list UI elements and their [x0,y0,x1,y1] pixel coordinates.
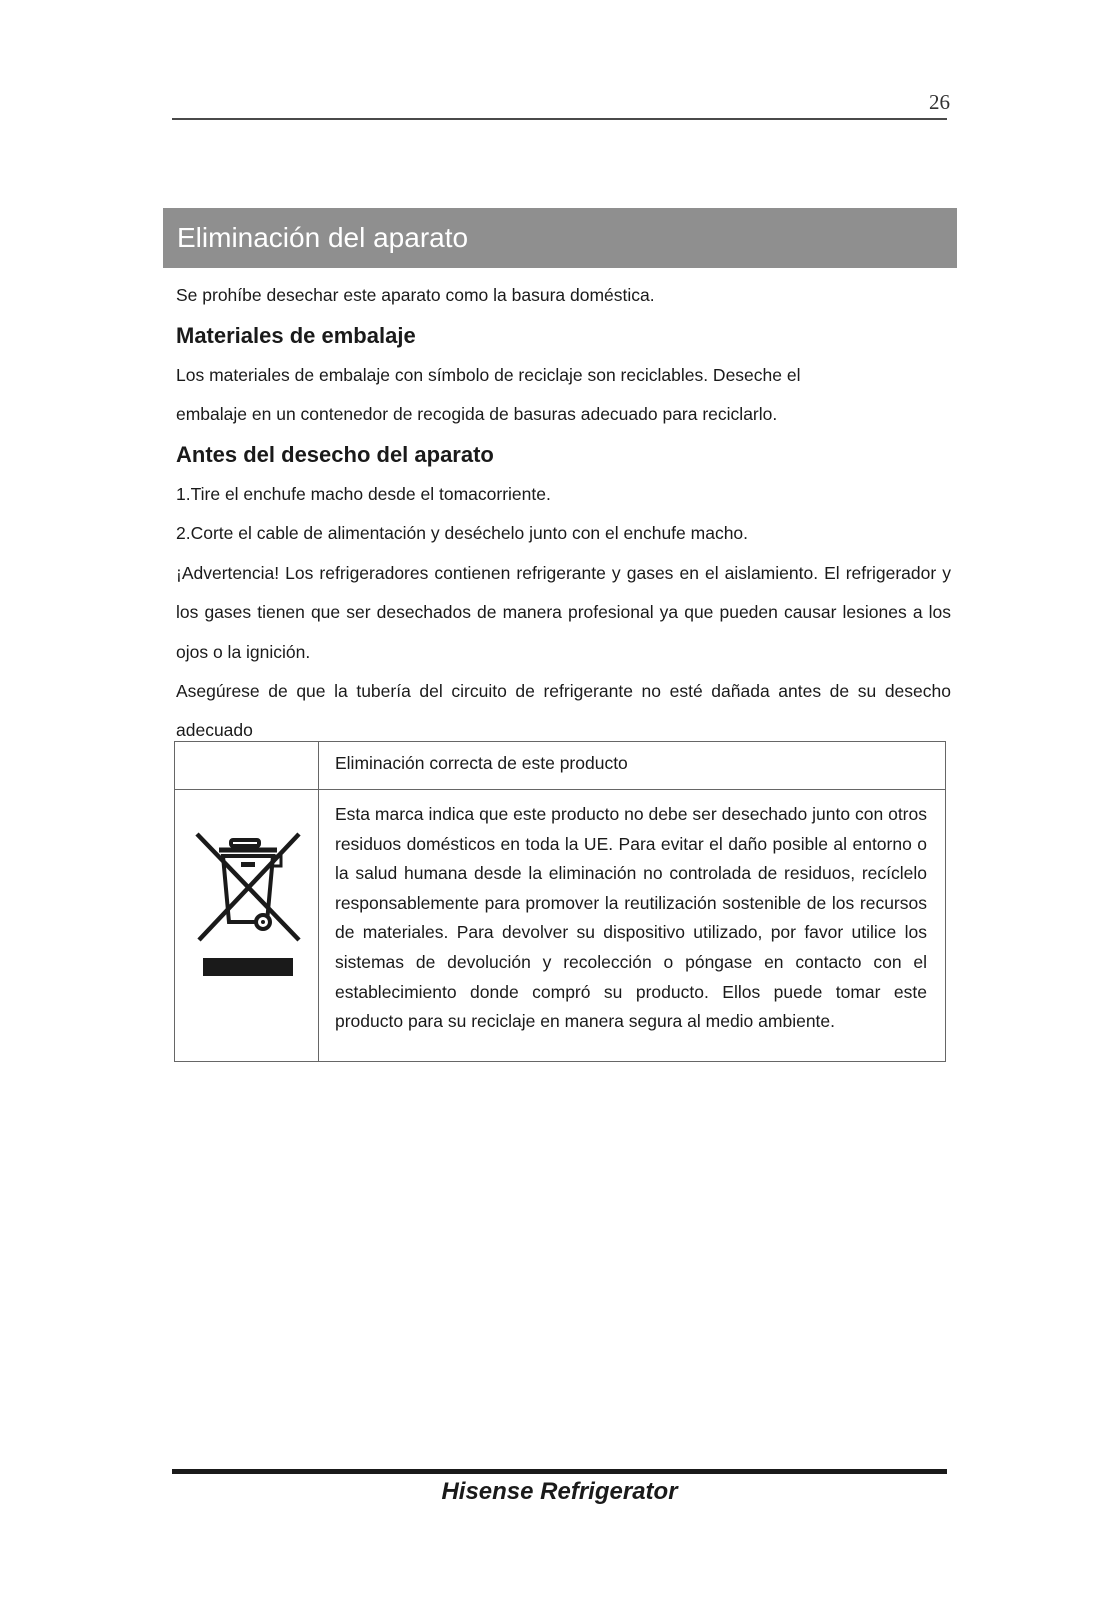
disposal-table [174,741,946,1062]
intro-paragraph: Se prohíbe desechar este aparato como la basura doméstica. [176,285,655,305]
step-2: 2.Corte el cable de alimentación y deséchelo junto con el enchufe macho. [176,523,749,543]
footer-divider [172,1469,947,1474]
warning-paragraph: ¡Advertencia! Los refrigeradores contienen refrigerante y gases en el aislamiento. El refrigerador y los gases tienen que ser desechados de manera profesional ya que pueden causar lesiones a los ojos o la ignición. [176,562,951,662]
header-divider [172,118,947,120]
before-disposal-heading: Antes del desecho del aparato [176,441,494,467]
page-number: 26 [929,90,950,114]
step-1: 1.Tire el enchufe macho desde el tomacorriente. [176,483,551,504]
table-header-empty-cell [175,742,319,790]
footer-brand: Hisense Refrigerator [441,1478,678,1505]
packaging-text-line1: Los materiales de embalaje con símbolo de reciclaje son reciclables. Deseche el [176,364,801,385]
packaging-text-line2: embalaje en un contenedor de recogida de basuras adecuado para reciclarlo. [176,404,778,424]
crossed-out-wheelie-bin-icon [195,826,305,976]
table-header-cell: Eliminación correcta de este producto [319,742,946,790]
pipe-note-paragraph: Asegúrese de que la tubería del circuito de refrigerante no esté dañada antes de su desecho adecuado [176,681,951,740]
main-content [176,276,951,750]
packaging-heading: Materiales de embalaje [176,322,416,348]
table-body-row [175,790,946,1062]
section-banner [163,208,957,268]
section-title: Eliminación del aparato [177,222,469,253]
table-body-text: Esta marca indica que este producto no debe ser desechado junto con otros residuos domésticos en toda la UE. Para evitar el daño posible al entorno o la salud humana desde la eliminación no controlada de residuos, recíclelo responsablemente para promover la reutilización sostenible de los recursos de materiales. Para devolver su dispositivo utilizado, por favor utilice los sistemas de devolución y recolección o póngase en contacto con el establecimiento donde compró su producto. Ellos puede tomar este producto para su reciclaje en manera segura al medio ambiente. [319,790,946,1062]
table-header-row [175,742,946,790]
table-icon-cell [175,790,319,1062]
